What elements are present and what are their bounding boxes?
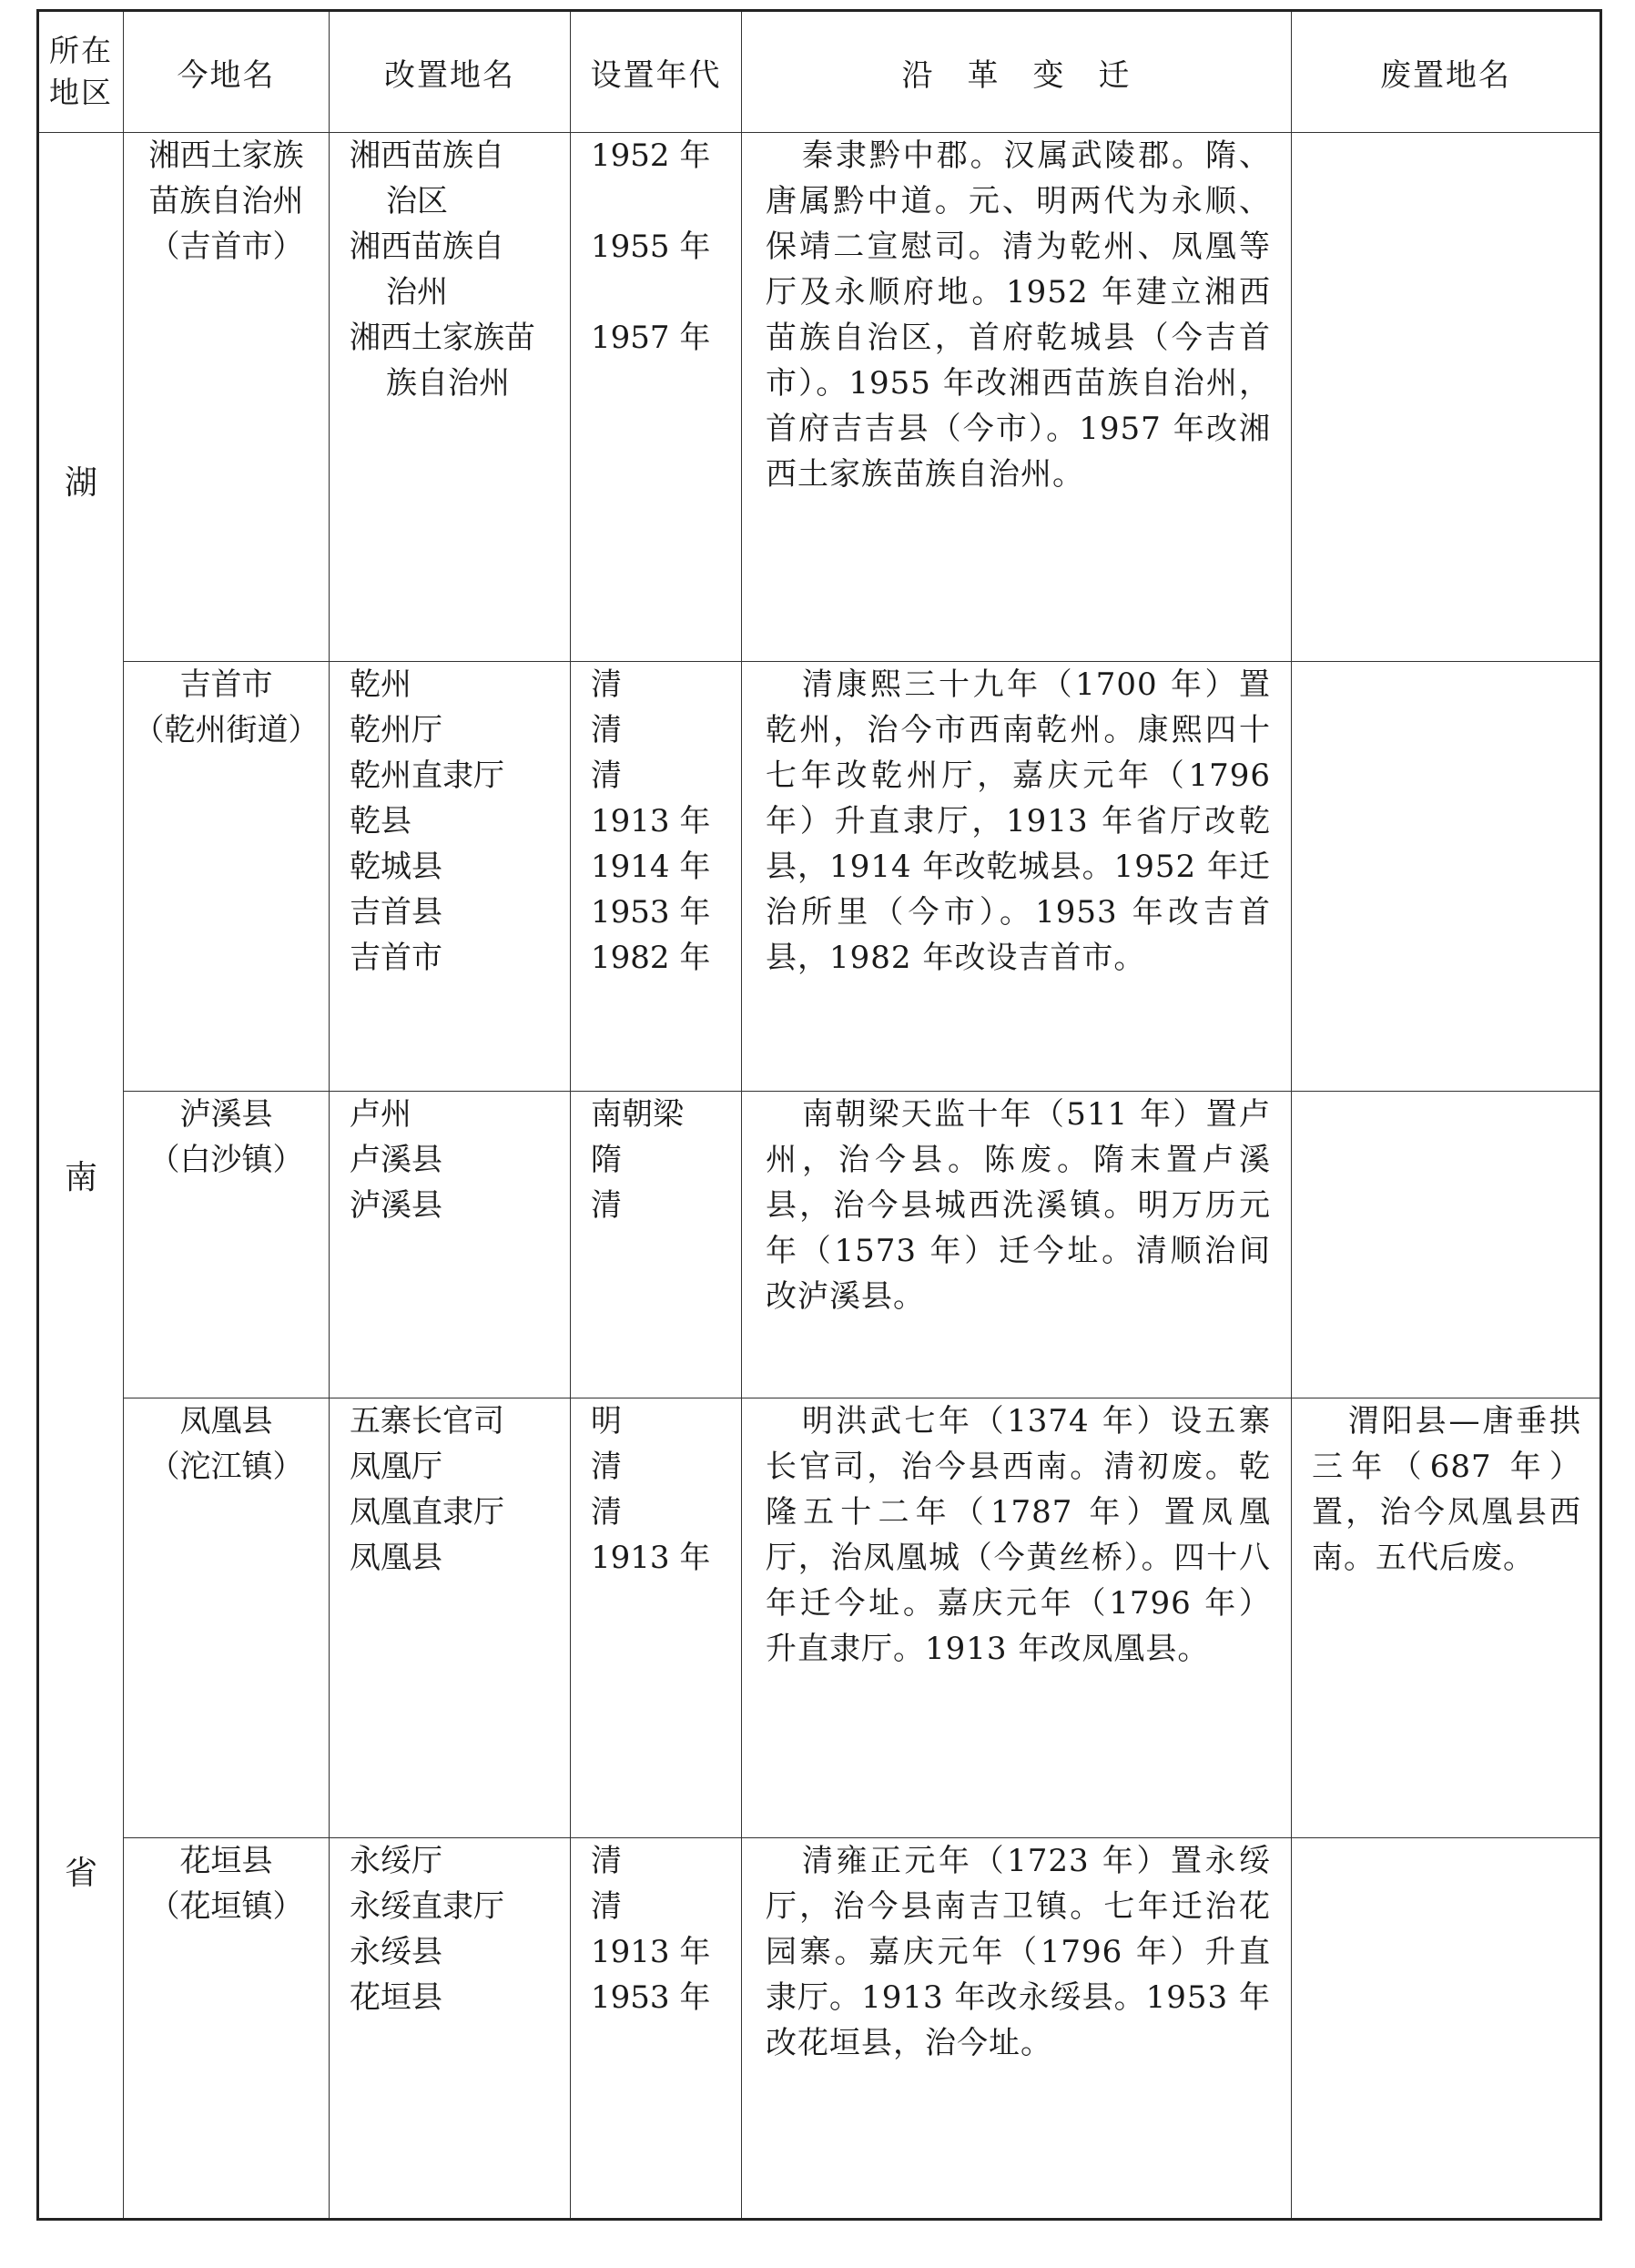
region-char: 湖: [64, 464, 97, 503]
year-cell: [571, 1092, 742, 1398]
renamed-item-cont: 治区: [386, 183, 448, 219]
table-row: [38, 1092, 1601, 1398]
renamed-cell: [330, 662, 571, 1092]
header-era: 设置年代: [571, 11, 742, 133]
table-row: [38, 662, 1601, 1092]
header-renamed: 改置地名: [330, 11, 571, 133]
history-cell: 明洪武七年（1374 年）设五寨长官司，治今县西南。清初废。乾隆五十二年（1787 年）置凤凰厅，治凤凰城（今黄丝桥）。四十八年迁今址。嘉庆元年（1796 年）升直隶厅。1913 年改凤凰县。: [742, 1398, 1292, 1837]
current-name-line: （乾州街道）: [133, 712, 320, 749]
renamed-cell: [330, 1398, 571, 1837]
renamed-item: 湘西苗族自: [350, 229, 504, 265]
renamed-item: 凤凰厅: [350, 1449, 442, 1486]
year-cell: [571, 1398, 742, 1837]
current-name-cell: [124, 133, 330, 662]
year-item: 清: [591, 1887, 622, 1925]
region-char: 南: [64, 1159, 97, 1197]
renamed-item: 乾州: [350, 666, 411, 704]
year-item: 清: [591, 1842, 622, 1879]
renamed-item: 卢溪县: [350, 1142, 442, 1179]
renamed-cell: [330, 1092, 571, 1398]
renamed-item: 永绥直隶厅: [350, 1887, 504, 1925]
current-name-line: 凤凰县: [179, 1403, 273, 1440]
renamed-item: 五寨长官司: [350, 1403, 504, 1440]
renamed-item: 吉首县: [350, 894, 442, 931]
year-cell: [571, 1837, 742, 2219]
renamed-item-cont: 族自治州: [386, 365, 510, 402]
year-item: 1955 年: [591, 229, 711, 265]
renamed-item: 湘西苗族自: [350, 137, 504, 174]
current-name-line: 苗族自治州: [148, 183, 304, 219]
table-row: [38, 133, 1601, 662]
year-cell: [571, 133, 742, 662]
gazetteer-table: [36, 9, 1602, 2221]
header-region: 所在地区: [38, 11, 124, 133]
abolished-cell: [1292, 1092, 1601, 1398]
year-item: 1953 年: [591, 1978, 711, 2016]
table-row: [38, 1837, 1601, 2219]
history-cell: 秦隶黔中郡。汉属武陵郡。隋、唐属黔中道。元、明两代为永顺、保靖二宣慰司。清为乾州、凤凰等厅及永顺府地。1952 年建立湘西苗族自治区，首府乾城县（今吉首市）。1955 年改湘西苗族自治州，首府吉吉县（今市）。1957 年改湘西土家族苗族自治州。: [742, 133, 1292, 662]
year-item: 清: [591, 1494, 622, 1531]
history-cell: 南朝梁天监十年（511 年）置卢州，治今县。陈废。隋末置卢溪县，治今县城西洗溪镇。明万历元年（1573 年）迁今址。清顺治间改泸溪县。: [742, 1092, 1292, 1398]
renamed-item: 泸溪县: [350, 1187, 442, 1225]
current-name-cell: [124, 662, 330, 1092]
year-item: 清: [591, 1449, 622, 1486]
renamed-item: 乾县: [350, 803, 411, 840]
renamed-item: 卢州: [350, 1096, 411, 1134]
year-cell: [571, 662, 742, 1092]
year-item: 清: [591, 1187, 622, 1225]
header-abolished: 废置地名: [1292, 11, 1601, 133]
renamed-item: 凤凰直隶厅: [350, 1494, 504, 1531]
current-name-line: （吉首市）: [148, 229, 304, 265]
year-item: 1913 年: [591, 1540, 711, 1577]
table-row: [38, 1398, 1601, 1837]
current-name-line: 湘西土家族: [148, 137, 304, 174]
year-item: 清: [591, 712, 622, 749]
header-current-name: 今地名: [124, 11, 330, 133]
year-item: 1982 年: [591, 940, 711, 977]
abolished-cell: [1292, 1837, 1601, 2219]
header-history: 沿 革 变 迁: [742, 11, 1292, 133]
current-name-cell: [124, 1837, 330, 2219]
renamed-item: 花垣县: [350, 1978, 442, 2016]
abolished-cell: [1292, 133, 1601, 662]
renamed-item-cont: 治州: [386, 274, 448, 310]
renamed-item: 永绥厅: [350, 1842, 442, 1879]
current-name-cell: [124, 1092, 330, 1398]
year-item: 1957 年: [591, 320, 711, 356]
abolished-cell: [1292, 662, 1601, 1092]
year-item: 1953 年: [591, 894, 711, 931]
current-name-line: 泸溪县: [179, 1096, 273, 1134]
year-item: 隋: [591, 1142, 622, 1179]
history-cell: 清雍正元年（1723 年）置永绥厅，治今县南吉卫镇。七年迁治花园寨。嘉庆元年（1796 年）升直隶厅。1913 年改永绥县。1953 年改花垣县，治今址。: [742, 1837, 1292, 2219]
year-item: 1952 年: [591, 137, 711, 174]
history-cell: 清康熙三十九年（1700 年）置乾州，治今市西南乾州。康熙四十七年改乾州厅，嘉庆元年（1796 年）升直隶厅，1913 年省厅改乾县，1914 年改乾城县。1952 年迁治所里（今市）。1953 年改吉首县，1982 年改设吉首市。: [742, 662, 1292, 1092]
year-item: 南朝梁: [591, 1096, 684, 1134]
current-name-line: 花垣县: [179, 1842, 273, 1879]
renamed-item: 乾州厅: [350, 712, 442, 749]
current-name-line: （沱江镇）: [148, 1449, 304, 1486]
renamed-item: 湘西土家族苗: [350, 320, 535, 356]
current-name-line: （花垣镇）: [148, 1887, 304, 1925]
region-cell: [38, 133, 124, 2220]
renamed-item: 吉首市: [350, 940, 442, 977]
current-name-cell: [124, 1398, 330, 1837]
current-name-line: （白沙镇）: [148, 1142, 304, 1179]
year-item: 明: [591, 1403, 622, 1440]
current-name-line: 吉首市: [179, 666, 273, 704]
year-item: 1913 年: [591, 1933, 711, 1970]
year-item: 1914 年: [591, 849, 711, 886]
abolished-cell: 渭阳县—唐垂拱三年（687 年）置，治今凤凰县西南。五代后废。: [1292, 1398, 1601, 1837]
region-char: 省: [64, 1854, 97, 1892]
header-row: [38, 11, 1601, 133]
renamed-item: 乾州直隶厅: [350, 758, 504, 795]
renamed-item: 凤凰县: [350, 1540, 442, 1577]
year-item: 清: [591, 666, 622, 704]
renamed-item: 永绥县: [350, 1933, 442, 1970]
renamed-cell: [330, 133, 571, 662]
renamed-item: 乾城县: [350, 849, 442, 886]
year-item: 1913 年: [591, 803, 711, 840]
renamed-cell: [330, 1837, 571, 2219]
year-item: 清: [591, 758, 622, 795]
